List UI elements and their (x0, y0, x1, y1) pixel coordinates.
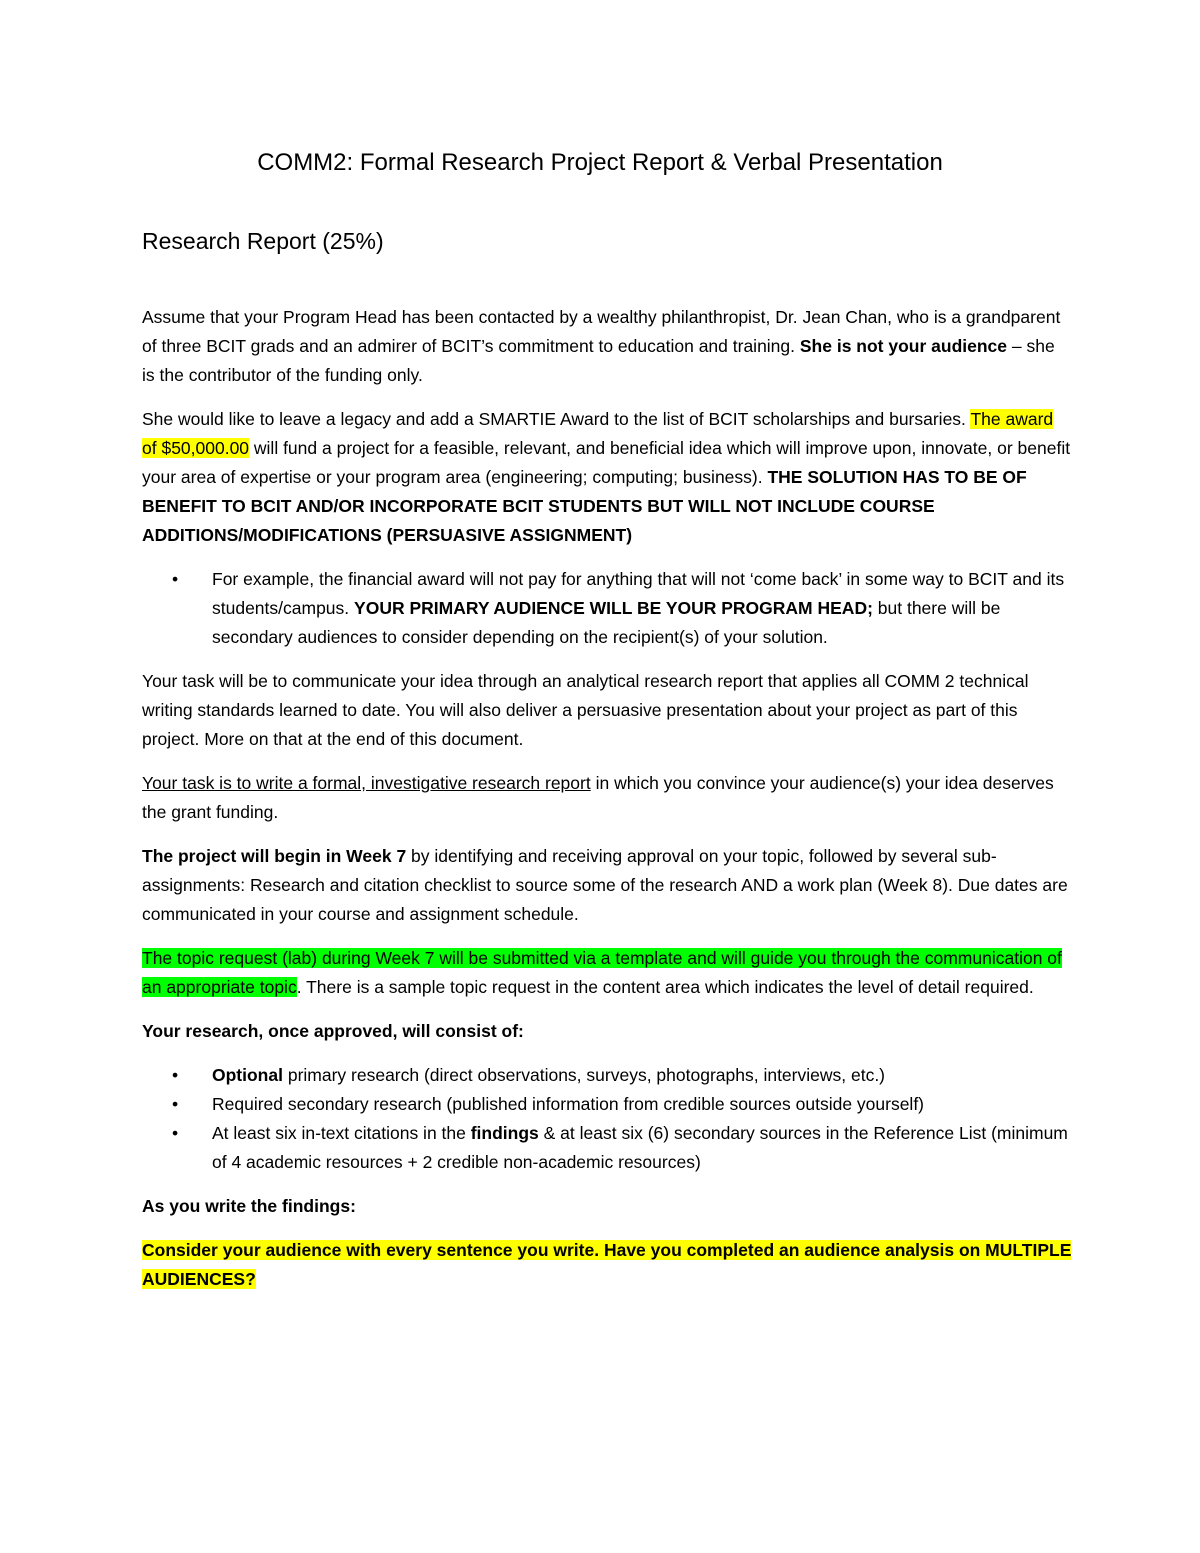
bullet-text-end: but there will be secondary audiences to consider depending on the recipient(s) of your solution. (212, 598, 1001, 647)
section-heading: Research Report (25%) (142, 228, 384, 254)
paragraph-research-intro (142, 1017, 1072, 1046)
award-bold: THE SOLUTION HAS TO BE OF BENEFIT TO BCIT AND/OR INCORPORATE BCIT STUDENTS BUT WILL NOT INCLUDE COURSE ADDITIONS/MODIFICATIONS (PERSUASIVE ASSIGNMENT) (142, 467, 1027, 545)
list-item (142, 1061, 1072, 1090)
audience-highlight: Consider your audience with every sentence you write. Have you completed an audience analysis on MULTIPLE AUDIENCES? (142, 1240, 1072, 1289)
intro-text-end: – she is the contributor of the funding only. (142, 336, 1055, 385)
schedule-text: by identifying and receiving approval on your topic, followed by several sub-assignments: Research and citation checklist to source some of the research AND a work plan (Week 8). Due dates are communicated in your course and assignment schedule. (142, 846, 1068, 924)
bullet-icon: • (172, 569, 179, 589)
findings-bold: As you write the findings: (142, 1196, 356, 1216)
document-body (142, 303, 1072, 1309)
paragraph-report (142, 769, 1072, 827)
list-item (142, 1119, 1072, 1177)
document-title: COMM2: Formal Research Project Report & Verbal Presentation (257, 149, 943, 176)
bullet-bold: YOUR PRIMARY AUDIENCE WILL BE YOUR PROGRAM HEAD; (354, 598, 873, 618)
paragraph-schedule (142, 842, 1072, 929)
award-highlight: The award of $50,000.00 (142, 409, 1054, 458)
bullet-list-2 (142, 1061, 1072, 1177)
paragraph-audience (142, 1236, 1072, 1294)
award-text: She would like to leave a legacy and add a SMARTIE Award to the list of BCIT scholarships and bursaries. (142, 409, 971, 429)
topic-text: . There is a sample topic request in the content area which indicates the level of detail required. (296, 977, 1034, 997)
report-underline: Your task is to write a formal, investigative research report (142, 773, 591, 793)
bullet-icon: • (172, 1094, 179, 1114)
award-text-2: will fund a project for a feasible, relevant, and beneficial idea which will improve upon, innovate, or benefit your area of expertise or your program area (engineering; computing; business). (142, 438, 1071, 487)
bullet-list-1 (142, 565, 1072, 652)
bullet-icon: • (172, 1065, 179, 1085)
topic-highlight: The topic request (lab) during Week 7 will be submitted via a template and will guide you through the communication of an appropriate topic (142, 948, 1062, 997)
schedule-bold: The project will begin in Week 7 (142, 846, 407, 866)
list-text: Required secondary research (published information from credible sources outside yourself) (212, 1094, 925, 1114)
paragraph-findings (142, 1192, 1072, 1221)
list-bold: findings (470, 1123, 539, 1143)
paragraph-intro (142, 303, 1072, 390)
bullet-text: For example, the financial award will not pay for anything that will not ‘come back’ in some way to BCIT and its students/campus. (212, 569, 1065, 618)
list-item (142, 1090, 1072, 1119)
list-bold: Optional (212, 1065, 283, 1085)
list-text-pre: At least six in-text citations in the (212, 1123, 471, 1143)
bullet-icon: • (172, 1123, 179, 1143)
paragraph-award (142, 405, 1072, 550)
report-text: in which you convince your audience(s) your idea deserves the grant funding. (142, 773, 1054, 822)
list-text: primary research (direct observations, surveys, photographs, interviews, etc.) (282, 1065, 886, 1085)
paragraph-task: Your task will be to communicate your idea through an analytical research report that applies all COMM 2 technical writing standards learned to date. You will also deliver a persuasive presentation about your project as part of this project. More on that at the end of this document. (142, 671, 1029, 749)
list-text: & at least six (6) secondary sources in the Reference List (minimum of 4 academic resources + 2 credible non-academic resources) (212, 1123, 1068, 1172)
research-intro-bold: Your research, once approved, will consist of: (142, 1021, 524, 1041)
intro-text: Assume that your Program Head has been contacted by a wealthy philanthropist, Dr. Jean Chan, who is a grandparent of three BCIT grads and an admirer of BCIT’s commitment to education and training. (142, 307, 1061, 356)
list-item (142, 565, 1072, 652)
intro-bold: She is not your audience (799, 336, 1008, 356)
paragraph-topic-request (142, 944, 1072, 1002)
